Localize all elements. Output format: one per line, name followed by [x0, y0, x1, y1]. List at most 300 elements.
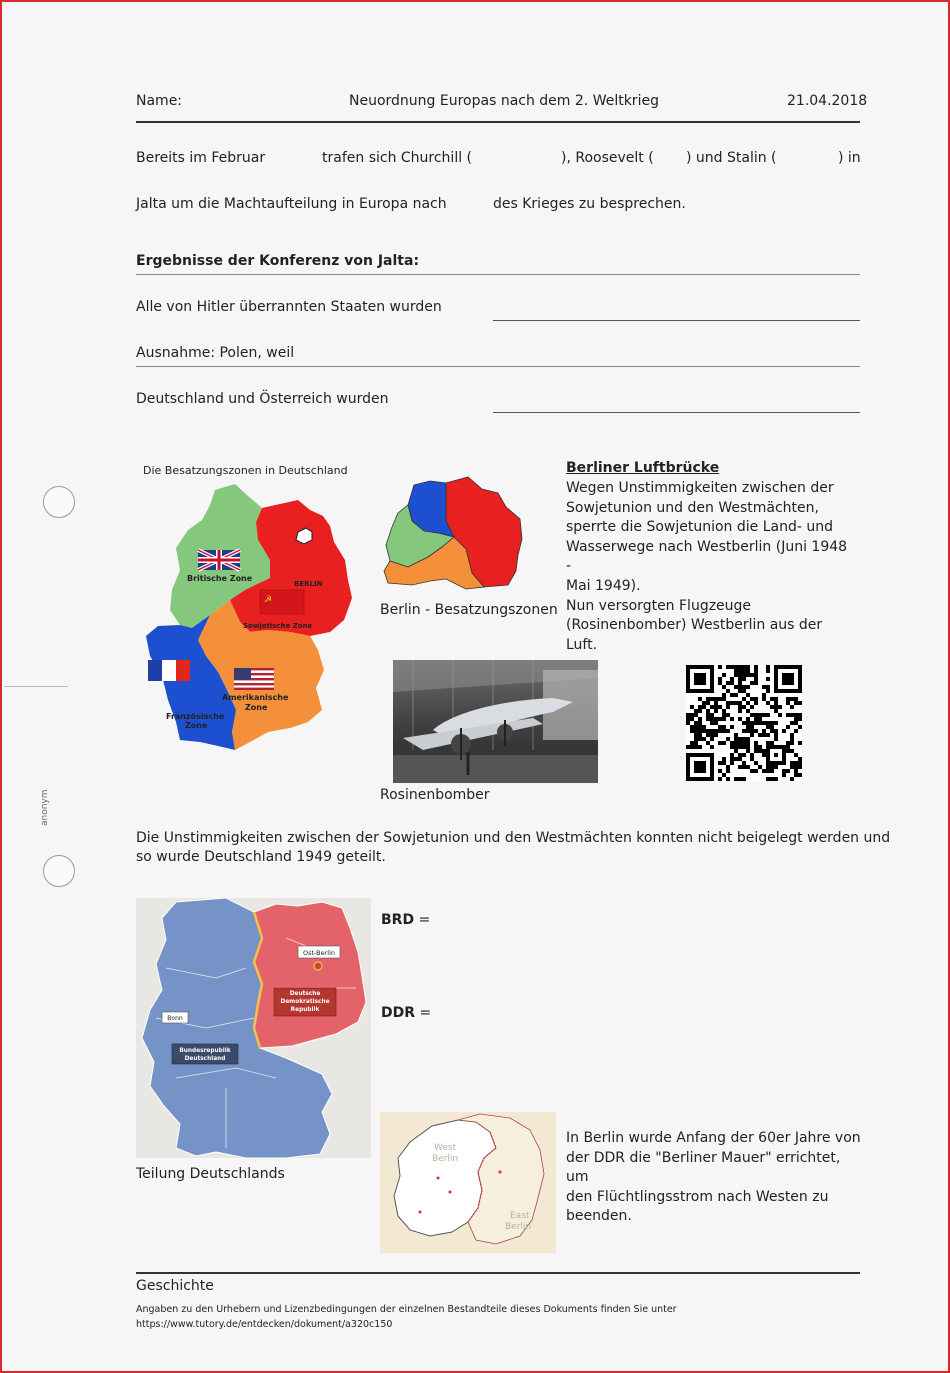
qr-module	[734, 745, 738, 749]
qr-module	[726, 737, 730, 741]
qr-module	[730, 665, 734, 669]
qr-module	[746, 741, 750, 745]
qr-module	[774, 721, 778, 725]
qr-module	[686, 713, 690, 717]
qr-module	[766, 665, 770, 669]
qr-module	[746, 673, 750, 677]
qr-module	[698, 725, 702, 729]
qr-module	[786, 769, 790, 773]
qr-module	[702, 737, 706, 741]
french-zone-label-2: Zone	[185, 721, 208, 730]
qr-module	[794, 773, 798, 777]
qr-module	[742, 669, 746, 673]
qr-module	[750, 753, 754, 757]
qr-module	[746, 765, 750, 769]
brd-equals: =	[418, 912, 431, 928]
qr-module	[758, 717, 762, 721]
qr-module	[790, 733, 794, 737]
worksheet-date: 21.04.2018	[787, 93, 868, 109]
qr-module	[786, 745, 790, 749]
qr-module	[710, 737, 714, 741]
bonn-label-box	[162, 1012, 188, 1023]
qr-module	[766, 685, 770, 689]
berlin-dot	[314, 962, 322, 970]
qr-module	[766, 677, 770, 681]
qr-module	[746, 709, 750, 713]
qr-module	[694, 761, 706, 773]
qr-module	[738, 777, 742, 781]
footer-attribution-url[interactable]: https://www.tutory.de/entdecken/dokument/a320c150	[136, 1319, 393, 1330]
qr-module	[786, 713, 790, 717]
qr-module	[722, 713, 726, 717]
qr-module	[718, 697, 722, 701]
qr-module	[714, 733, 718, 737]
results-item-3: Deutschland und Österreich wurden	[136, 391, 389, 407]
qr-module	[698, 705, 702, 709]
brd-prompt	[381, 911, 430, 930]
qr-module	[726, 701, 730, 705]
qr-module	[798, 765, 802, 769]
qr-module	[738, 673, 742, 677]
qr-module	[690, 741, 694, 745]
qr-module	[750, 729, 754, 733]
qr-module	[742, 741, 746, 745]
qr-module	[730, 677, 734, 681]
qr-module	[706, 717, 710, 721]
qr-module	[746, 725, 750, 729]
qr-module	[790, 713, 794, 717]
ddr-equals: =	[419, 1005, 432, 1021]
qr-module	[762, 713, 766, 717]
qr-module	[746, 665, 750, 669]
results-item-1: Alle von Hitler überrannten Staaten wurden	[136, 299, 442, 315]
qr-module	[794, 713, 798, 717]
qr-module	[726, 705, 730, 709]
zones-map-title: Die Besatzungszonen in Deutschland	[143, 464, 348, 477]
qr-module	[710, 745, 714, 749]
qr-module	[738, 701, 742, 705]
qr-module	[718, 769, 722, 773]
qr-module	[734, 669, 738, 673]
bonn-label: Bonn	[167, 1015, 183, 1022]
qr-module	[722, 729, 726, 733]
qr-module	[774, 765, 778, 769]
qr-module	[790, 749, 794, 753]
qr-module	[766, 721, 770, 725]
qr-module	[698, 721, 702, 725]
qr-module	[730, 725, 734, 729]
ddr-label-1: Deutsche	[289, 991, 321, 997]
qr-module	[702, 705, 706, 709]
ddr-label-2: Demokratische	[280, 999, 330, 1005]
qr-module	[762, 753, 766, 757]
qr-module	[738, 681, 742, 685]
qr-module	[770, 741, 774, 745]
qr-module	[690, 745, 694, 749]
qr-module	[774, 705, 778, 709]
qr-module	[782, 729, 786, 733]
qr-module	[746, 729, 750, 733]
qr-module	[746, 737, 750, 741]
us-flag-icon	[234, 668, 274, 690]
qr-module	[786, 741, 790, 745]
airlift-line-4: Wasserwege nach Westberlin (Juni 1948 -	[566, 538, 848, 575]
intro-text-1d: ) und Stalin (	[686, 150, 777, 166]
qr-module	[718, 741, 722, 745]
qr-module	[698, 733, 702, 737]
qr-module	[750, 733, 754, 737]
qr-module	[734, 693, 738, 697]
punch-hole-top	[43, 486, 75, 518]
qr-module	[686, 745, 690, 749]
qr-module	[710, 705, 714, 709]
qr-module	[762, 721, 766, 725]
punch-hole-bottom	[43, 855, 75, 887]
qr-module	[742, 697, 746, 701]
qr-module	[738, 741, 742, 745]
qr-module	[798, 773, 802, 777]
qr-module	[706, 697, 710, 701]
footer-attribution-1: Angaben zu den Urhebern und Lizenzbedingungen der einzelnen Bestandteile dieses Dokuments finden Sie unter	[136, 1304, 677, 1315]
wall-line-3: den Flüchtlingsstrom nach Westen zu	[566, 1188, 829, 1205]
qr-module	[694, 733, 698, 737]
qr-module	[746, 685, 750, 689]
qr-module	[710, 733, 714, 737]
qr-module	[774, 729, 778, 733]
qr-module	[762, 769, 766, 773]
rosinenbomber-photo	[393, 660, 598, 783]
berlin-zones-caption: Berlin - Besatzungszonen	[380, 602, 558, 618]
fold-mark	[4, 686, 68, 687]
qr-module	[754, 677, 758, 681]
qr-module	[738, 685, 742, 689]
qr-module	[754, 669, 758, 673]
qr-module	[766, 741, 770, 745]
qr-module	[734, 665, 738, 669]
qr-module	[742, 777, 746, 781]
qr-module	[770, 769, 774, 773]
qr-module	[694, 709, 698, 713]
qr-module	[730, 681, 734, 685]
qr-module	[754, 721, 758, 725]
qr-module	[742, 673, 746, 677]
qr-module	[722, 757, 726, 761]
qr-module	[758, 765, 762, 769]
qr-module	[766, 769, 770, 773]
answer-line-2[interactable]	[136, 366, 860, 367]
qr-module	[786, 749, 790, 753]
qr-module	[794, 765, 798, 769]
qr-module	[754, 713, 758, 717]
qr-module	[754, 729, 758, 733]
qr-module	[738, 689, 742, 693]
qr-module	[758, 745, 762, 749]
qr-module	[778, 705, 782, 709]
west-label-1: West	[434, 1143, 457, 1153]
qr-module	[714, 705, 718, 709]
name-label: Name:	[136, 93, 183, 109]
qr-module	[726, 765, 730, 769]
qr-module	[766, 669, 770, 673]
qr-module	[794, 753, 798, 757]
qr-module	[750, 697, 754, 701]
qr-module	[790, 765, 794, 769]
ddr-label-box	[274, 988, 336, 1016]
qr-module	[714, 701, 718, 705]
wall-line-1: In Berlin wurde Anfang der 60er Jahre von	[566, 1130, 861, 1146]
qr-code[interactable]	[686, 665, 802, 781]
qr-module	[734, 737, 738, 741]
qr-module	[742, 753, 746, 757]
footer-subject: Geschichte	[136, 1278, 214, 1294]
svg-text:☭: ☭	[264, 595, 273, 605]
divided-germany-map	[136, 898, 371, 1158]
qr-module	[694, 741, 698, 745]
qr-module	[738, 745, 742, 749]
qr-module	[738, 753, 742, 757]
qr-module	[742, 745, 746, 749]
american-zone-label-1: Amerikanische	[222, 693, 289, 702]
qr-module	[770, 729, 774, 733]
qr-module	[690, 713, 694, 717]
qr-module	[694, 721, 698, 725]
qr-module	[730, 717, 734, 721]
qr-module	[754, 769, 758, 773]
qr-module	[722, 709, 726, 713]
qr-module	[710, 721, 714, 725]
qr-module	[722, 697, 726, 701]
qr-module	[742, 705, 746, 709]
airlift-text	[566, 479, 856, 655]
qr-module	[730, 757, 734, 761]
qr-module	[694, 673, 706, 685]
qr-module	[690, 717, 694, 721]
results-heading-rule	[136, 274, 860, 275]
qr-module	[730, 741, 734, 745]
uk-flag-icon	[198, 550, 240, 570]
qr-module	[778, 713, 782, 717]
wall-text	[566, 1129, 866, 1227]
qr-module	[738, 709, 742, 713]
qr-module	[742, 721, 746, 725]
intro-text-1b: trafen sich Churchill (	[322, 150, 473, 166]
qr-module	[738, 717, 742, 721]
east-label-1: East	[510, 1211, 530, 1221]
qr-module	[738, 737, 742, 741]
qr-module	[730, 745, 734, 749]
qr-module	[754, 745, 758, 749]
qr-module	[742, 729, 746, 733]
airlift-heading: Berliner Luftbrücke	[566, 460, 720, 476]
qr-module	[738, 665, 742, 669]
qr-module	[734, 673, 738, 677]
qr-module	[722, 773, 726, 777]
qr-module	[698, 709, 702, 713]
qr-module	[726, 689, 730, 693]
east-label-2: Berlin	[505, 1222, 532, 1232]
qr-module	[798, 725, 802, 729]
qr-module	[734, 733, 738, 737]
qr-module	[718, 665, 722, 669]
qr-module	[726, 777, 730, 781]
qr-module	[746, 749, 750, 753]
french-zone-label-1: Französische	[166, 712, 225, 721]
qr-module	[798, 701, 802, 705]
qr-module	[742, 665, 746, 669]
qr-module	[734, 701, 738, 705]
qr-module	[722, 673, 726, 677]
answer-line-3[interactable]	[493, 412, 860, 413]
qr-module	[750, 721, 754, 725]
qr-module	[730, 761, 734, 765]
qr-module	[798, 761, 802, 765]
qr-module	[710, 713, 714, 717]
qr-module	[770, 721, 774, 725]
qr-module	[722, 693, 726, 697]
airlift-line-2: Sowjetunion und den Westmächten,	[566, 499, 819, 516]
qr-module	[686, 717, 690, 721]
qr-module	[794, 701, 798, 705]
qr-module	[794, 761, 798, 765]
qr-module	[762, 697, 766, 701]
qr-module	[742, 689, 746, 693]
qr-module	[794, 729, 798, 733]
answer-line-1[interactable]	[493, 320, 860, 321]
occupation-zones-map	[140, 460, 365, 760]
qr-module	[782, 769, 786, 773]
qr-module	[742, 685, 746, 689]
qr-module	[734, 741, 738, 745]
ddr-label-3: Republik	[290, 1007, 320, 1013]
qr-module	[790, 737, 794, 741]
airlift-line-3: sperrte die Sowjetunion die Land- und	[566, 519, 833, 536]
qr-module	[750, 705, 754, 709]
qr-module	[710, 697, 714, 701]
qr-module	[798, 713, 802, 717]
qr-module	[738, 705, 742, 709]
qr-module	[750, 757, 754, 761]
qr-module	[698, 717, 702, 721]
qr-module	[754, 665, 758, 669]
qr-module	[702, 729, 706, 733]
qr-module	[774, 777, 778, 781]
qr-module	[770, 705, 774, 709]
qr-module	[754, 697, 758, 701]
qr-module	[706, 701, 710, 705]
qr-module	[762, 729, 766, 733]
qr-module	[754, 761, 758, 765]
qr-module	[722, 685, 726, 689]
qr-module	[742, 761, 746, 765]
qr-module	[698, 737, 702, 741]
qr-module	[718, 761, 722, 765]
qr-module	[798, 757, 802, 761]
qr-module	[742, 677, 746, 681]
worksheet-title: Neuordnung Europas nach dem 2. Weltkrieg	[349, 93, 659, 109]
qr-module	[706, 713, 710, 717]
qr-module	[722, 717, 726, 721]
ost-berlin-label: Ost-Berlin	[302, 949, 336, 957]
results-heading: Ergebnisse der Konferenz von Jalta:	[136, 253, 420, 269]
qr-module	[734, 685, 738, 689]
qr-module	[738, 677, 742, 681]
qr-module	[714, 729, 718, 733]
qr-module	[746, 745, 750, 749]
qr-module	[774, 701, 778, 705]
qr-module	[774, 737, 778, 741]
qr-module	[786, 725, 790, 729]
qr-module	[746, 717, 750, 721]
qr-module	[766, 713, 770, 717]
qr-module	[698, 745, 702, 749]
rosinenbomber-caption: Rosinenbomber	[380, 787, 490, 803]
qr-module	[706, 733, 710, 737]
intro-text-1c: ), Roosevelt (	[561, 150, 654, 166]
qr-module	[766, 701, 770, 705]
qr-module	[766, 765, 770, 769]
qr-module	[790, 705, 794, 709]
qr-module	[746, 721, 750, 725]
qr-module	[754, 681, 758, 685]
qr-module	[714, 721, 718, 725]
division-line-1: Die Unstimmigkeiten zwischen der Sowjetunion und den Westmächten konnten nicht beigelegt werden und	[136, 830, 891, 846]
qr-module	[726, 681, 730, 685]
qr-module	[714, 709, 718, 713]
qr-module	[702, 701, 706, 705]
brd-abbr: BRD	[381, 912, 415, 928]
qr-module	[794, 697, 798, 701]
qr-module	[718, 681, 722, 685]
qr-module	[718, 717, 722, 721]
ost-berlin-label-box	[298, 946, 340, 958]
qr-module	[746, 693, 750, 697]
qr-module	[714, 717, 718, 721]
brd-label-box	[172, 1044, 238, 1064]
qr-module	[770, 697, 774, 701]
qr-module	[754, 749, 758, 753]
qr-module	[730, 693, 734, 697]
qr-module	[686, 721, 690, 725]
qr-module	[694, 725, 698, 729]
qr-module	[698, 697, 702, 701]
qr-module	[722, 725, 726, 729]
qr-module	[766, 777, 770, 781]
qr-module	[750, 725, 754, 729]
qr-module	[694, 737, 698, 741]
qr-module	[730, 701, 734, 705]
qr-module	[762, 685, 766, 689]
qr-module	[762, 733, 766, 737]
qr-module	[690, 729, 694, 733]
qr-module	[766, 725, 770, 729]
qr-module	[790, 721, 794, 725]
qr-module	[718, 725, 722, 729]
airlift-line-6: Nun versorgten Flugzeuge	[566, 597, 752, 614]
qr-module	[702, 725, 706, 729]
qr-module	[794, 769, 798, 773]
berlin-label: BERLIN	[294, 580, 323, 588]
qr-module	[746, 701, 750, 705]
qr-module	[738, 757, 742, 761]
qr-module	[734, 757, 738, 761]
qr-module	[710, 729, 714, 733]
intro-text-2a: Jalta um die Machtaufteilung in Europa nach	[136, 196, 447, 212]
qr-module	[742, 765, 746, 769]
qr-module	[794, 717, 798, 721]
qr-module	[790, 761, 794, 765]
qr-module	[726, 729, 730, 733]
soviet-flag-icon	[260, 590, 304, 614]
